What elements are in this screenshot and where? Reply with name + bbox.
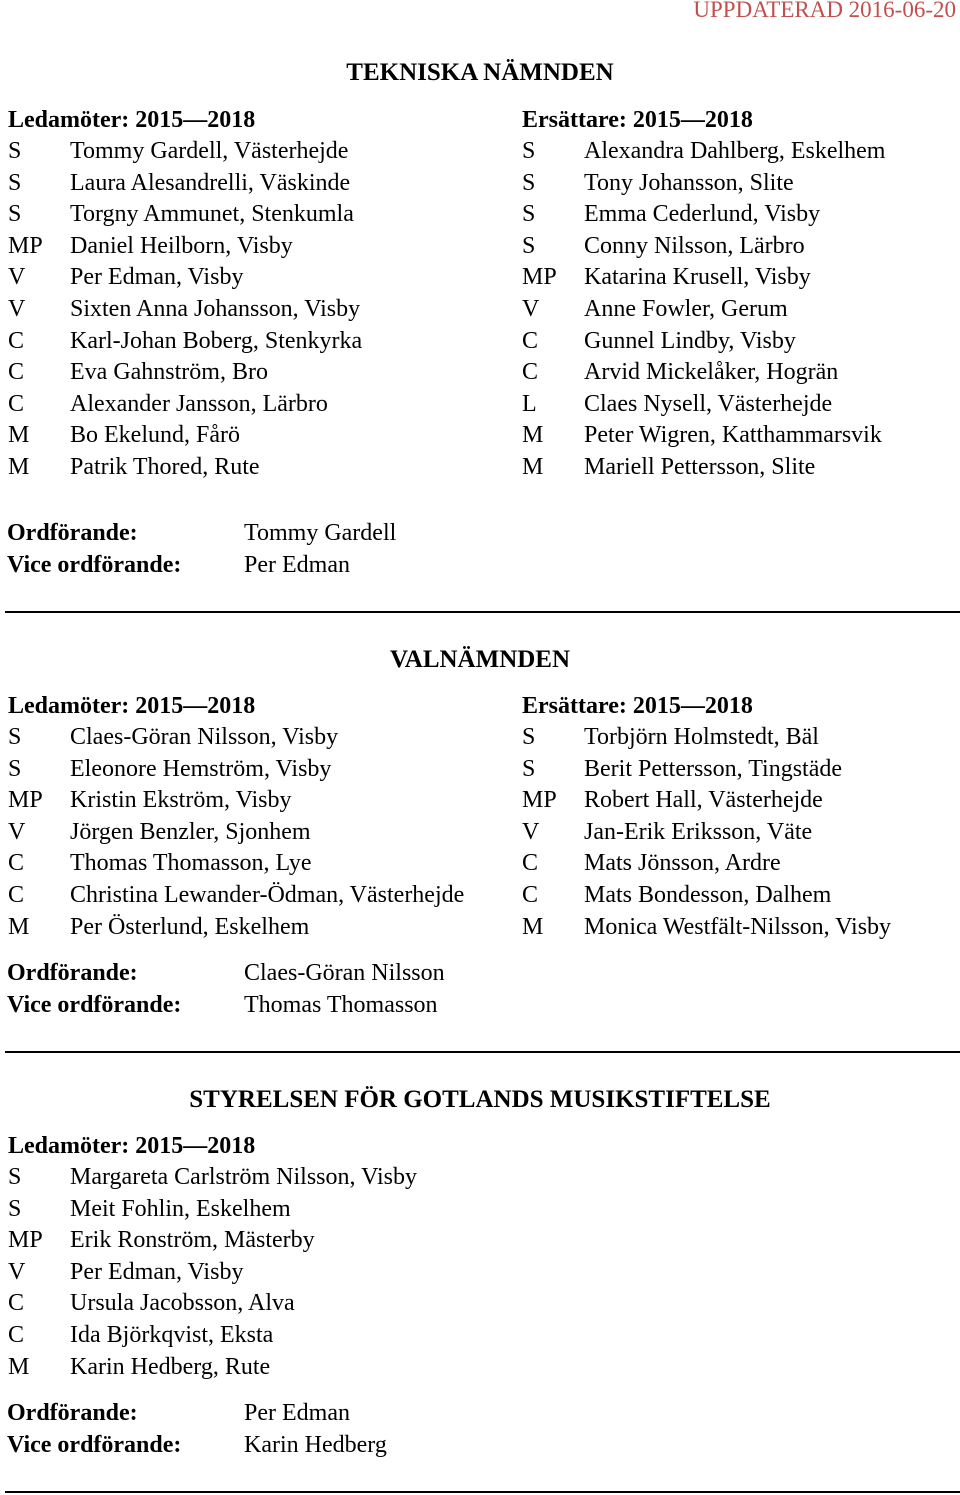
list-item [8, 1320, 417, 1352]
member-name: Jörgen Benzler, Sjonhem [70, 818, 311, 845]
party-code: M [8, 422, 30, 449]
list-item [522, 912, 891, 944]
list-item [8, 168, 362, 200]
members-heading: Ledamöter: 2015—2018 [8, 107, 256, 133]
chair-name: Tommy Gardell [244, 520, 397, 546]
party-code: V [8, 295, 26, 322]
list-item [8, 1352, 417, 1384]
list-item [8, 389, 362, 421]
member-name: Sixten Anna Johansson, Visby [70, 295, 361, 322]
member-name: Karin Hedberg, Rute [70, 1353, 271, 1380]
party-code: V [8, 264, 26, 291]
party-code: MP [8, 1227, 43, 1254]
members-heading: Ledamöter: 2015—2018 [8, 1133, 256, 1159]
list-item [522, 848, 891, 880]
list-item [8, 136, 362, 168]
members-heading: Ledamöter: 2015—2018 [8, 693, 256, 719]
list-item [8, 1288, 417, 1320]
party-code: S [522, 724, 536, 750]
chair-row [7, 517, 396, 549]
list-item [8, 722, 464, 754]
party-code: S [8, 201, 22, 228]
member-name: Katarina Krusell, Visby [584, 264, 811, 291]
member-name: Conny Nilsson, Lärbro [584, 232, 805, 259]
list-item [8, 326, 362, 358]
list-item [522, 136, 885, 168]
party-code: S [8, 169, 22, 196]
chair-label: Ordförande: [7, 520, 138, 546]
party-code: MP [522, 264, 557, 291]
chair-row [7, 1397, 387, 1429]
party-code: S [8, 138, 22, 164]
list-item [8, 880, 464, 912]
chair-block-valnamnden [7, 957, 445, 1021]
party-code: MP [8, 232, 43, 259]
party-code: C [8, 1321, 25, 1348]
party-code: S [8, 1164, 22, 1190]
party-code: MP [522, 787, 557, 814]
party-code: S [522, 232, 536, 259]
list-item [8, 1162, 417, 1194]
list-item [522, 420, 885, 452]
chair-label: Ordförande: [7, 960, 138, 986]
chair-row [7, 957, 445, 989]
list-item [8, 754, 464, 786]
chair-block-musikstiftelse [7, 1397, 387, 1461]
party-code: M [522, 913, 544, 940]
list-item [522, 294, 885, 326]
section-title-musikstiftelse: STYRELSEN FÖR GOTLANDS MUSIKSTIFTELSE [189, 1086, 771, 1113]
section-divider [5, 1491, 960, 1493]
member-name: Monica Westfält-Nilsson, Visby [584, 913, 892, 940]
member-name: Karl-Johan Boberg, Stenkyrka [70, 327, 363, 354]
member-name: Per Österlund, Eskelhem [70, 913, 310, 940]
party-code: S [522, 169, 536, 196]
list-item [522, 817, 891, 849]
party-code: M [522, 422, 544, 449]
members-list-valnamnden [8, 691, 464, 943]
list-item [522, 357, 885, 389]
member-name: Gunnel Lindby, Visby [584, 327, 796, 354]
party-code: C [8, 850, 25, 877]
member-name: Torgny Ammunet, Stenkumla [70, 201, 354, 228]
party-code: S [522, 138, 536, 164]
member-name: Berit Pettersson, Tingstäde [584, 755, 843, 782]
members-list-musikstiftelse [8, 1131, 417, 1383]
member-name: Per Edman, Visby [70, 1258, 244, 1285]
vice-chair-row [7, 1429, 387, 1461]
list-item [522, 326, 885, 358]
member-name: Ida Björkqvist, Eksta [70, 1321, 274, 1348]
party-code: S [8, 755, 22, 782]
deputies-heading: Ersättare: 2015—2018 [522, 107, 753, 133]
member-name: Kristin Ekström, Visby [70, 787, 292, 814]
deputies-list-valnamnden [522, 691, 891, 943]
member-name: Peter Wigren, Katthammarsvik [584, 422, 882, 449]
chair-block-tekniska [7, 517, 396, 581]
deputies-heading: Ersättare: 2015—2018 [522, 693, 753, 719]
member-name: Anne Fowler, Gerum [584, 295, 788, 322]
member-name: Robert Hall, Västerhejde [584, 787, 823, 814]
member-name: Alexander Jansson, Lärbro [70, 390, 328, 417]
vice-chair-label: Vice ordförande: [7, 1432, 182, 1458]
member-name: Emma Cederlund, Visby [584, 201, 821, 228]
party-code: C [8, 390, 25, 417]
list-item [522, 452, 885, 484]
party-code: M [8, 453, 30, 480]
member-name: Daniel Heilborn, Visby [70, 232, 293, 259]
list-item [522, 785, 891, 817]
list-item [522, 168, 885, 200]
vice-chair-name: Per Edman [244, 552, 350, 578]
vice-chair-label: Vice ordförande: [7, 992, 182, 1018]
vice-chair-label: Vice ordförande: [7, 552, 182, 578]
party-code: S [8, 724, 22, 750]
party-code: S [522, 755, 536, 782]
member-name: Tony Johansson, Slite [584, 169, 794, 196]
list-item [522, 389, 885, 421]
list-item [8, 357, 362, 389]
chair-label: Ordförande: [7, 1400, 138, 1426]
party-code: C [8, 327, 25, 354]
member-name: Ursula Jacobsson, Alva [70, 1290, 295, 1317]
member-name: Mats Jönsson, Ardre [584, 850, 781, 877]
list-item [522, 262, 885, 294]
deputies-list-tekniska [522, 105, 885, 484]
chair-name: Per Edman [244, 1400, 350, 1426]
party-code: C [8, 881, 25, 908]
member-name: Eva Gahnström, Bro [70, 359, 268, 386]
member-name: Meit Fohlin, Eskelhem [70, 1195, 291, 1222]
member-name: Alexandra Dahlberg, Eskelhem [584, 138, 886, 164]
list-item [8, 848, 464, 880]
list-item [522, 199, 885, 231]
vice-chair-name: Thomas Thomasson [244, 992, 438, 1018]
member-name: Christina Lewander-Ödman, Västerhejde [70, 881, 465, 908]
party-code: M [8, 1353, 30, 1380]
section-title-valnamnden: VALNÄMNDEN [389, 646, 571, 673]
list-item [8, 199, 362, 231]
vice-chair-row [7, 549, 396, 581]
member-name: Margareta Carlström Nilsson, Visby [70, 1164, 417, 1190]
list-item [8, 817, 464, 849]
list-item [8, 420, 362, 452]
party-code: L [522, 390, 537, 417]
party-code: V [8, 1258, 26, 1285]
vice-chair-name: Karin Hedberg [244, 1432, 387, 1458]
member-name: Arvid Mickelåker, Hogrän [584, 359, 839, 386]
member-name: Eleonore Hemström, Visby [70, 755, 332, 782]
party-code: C [522, 881, 539, 908]
member-name: Patrik Thored, Rute [70, 453, 260, 480]
party-code: MP [8, 787, 43, 814]
member-name: Torbjörn Holmstedt, Bäl [584, 724, 819, 750]
party-code: C [8, 359, 25, 386]
member-name: Mats Bondesson, Dalhem [584, 881, 832, 908]
member-name: Tommy Gardell, Västerhejde [70, 138, 349, 164]
party-code: S [522, 201, 536, 228]
list-item [8, 912, 464, 944]
list-item [522, 754, 891, 786]
vice-chair-row [7, 989, 445, 1021]
member-name: Jan-Erik Eriksson, Väte [584, 818, 813, 845]
member-name: Erik Ronström, Mästerby [70, 1227, 315, 1254]
list-item [8, 1194, 417, 1226]
party-code: C [522, 327, 539, 354]
list-item [8, 1225, 417, 1257]
section-divider [5, 1051, 960, 1053]
member-name: Per Edman, Visby [70, 264, 244, 291]
member-name: Laura Alesandrelli, Väskinde [70, 169, 351, 196]
chair-name: Claes-Göran Nilsson [244, 960, 445, 986]
list-item [8, 231, 362, 263]
list-item [522, 231, 885, 263]
member-name: Claes Nysell, Västerhejde [584, 390, 833, 417]
list-item [8, 785, 464, 817]
updated-date: UPPDATERAD 2016-06-20 [693, 0, 956, 22]
party-code: C [522, 359, 539, 386]
list-item [522, 880, 891, 912]
list-item [522, 722, 891, 754]
party-code: M [522, 453, 544, 480]
members-list-tekniska [8, 105, 362, 484]
member-name: Claes-Göran Nilsson, Visby [70, 724, 339, 750]
member-name: Mariell Pettersson, Slite [584, 453, 816, 480]
list-item [8, 1257, 417, 1289]
party-code: C [522, 850, 539, 877]
list-item [8, 452, 362, 484]
party-code: V [522, 295, 540, 322]
member-name: Thomas Thomasson, Lye [70, 850, 312, 877]
party-code: V [8, 818, 26, 845]
list-item [8, 294, 362, 326]
section-divider [5, 611, 960, 613]
section-title-tekniska-namnden: TEKNISKA NÄMNDEN [346, 59, 614, 86]
party-code: V [522, 818, 540, 845]
party-code: C [8, 1290, 25, 1317]
list-item [8, 262, 362, 294]
party-code: M [8, 913, 30, 940]
party-code: S [8, 1195, 22, 1222]
member-name: Bo Ekelund, Fårö [70, 422, 240, 449]
